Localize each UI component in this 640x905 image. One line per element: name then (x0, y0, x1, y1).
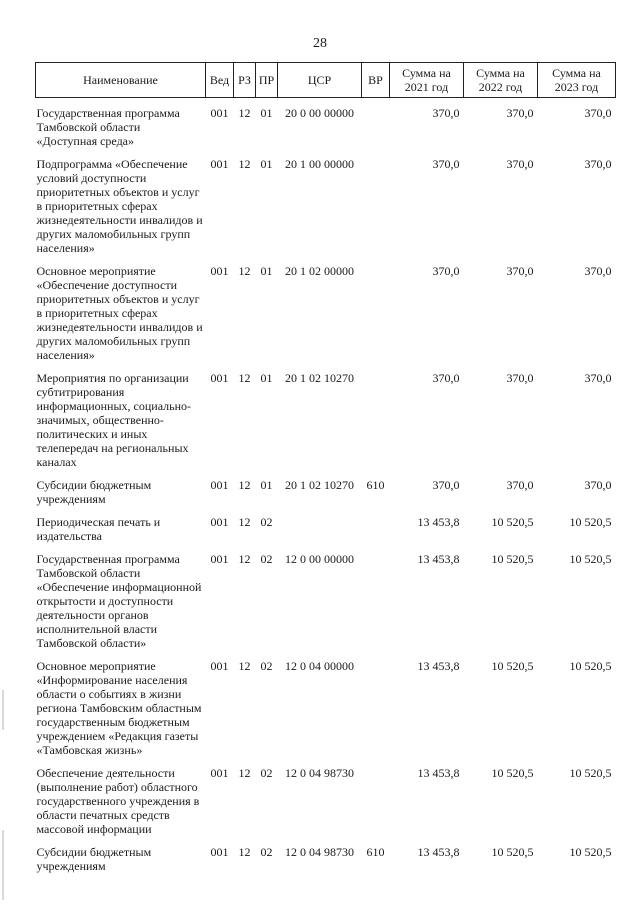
row-sum-2021: 370,0 (432, 106, 460, 120)
table-row (36, 836, 616, 873)
scan-edge-mark (2, 830, 4, 900)
table-header (36, 63, 616, 98)
row-ved: 001 (210, 264, 229, 278)
row-ved: 001 (210, 552, 229, 566)
row-pr: 01 (260, 264, 273, 278)
header-rz: РЗ (234, 63, 256, 98)
row-sum-2022: 370,0 (506, 478, 534, 492)
row-ved: 001 (210, 478, 229, 492)
row-ved: 001 (210, 106, 229, 120)
table-row (36, 650, 616, 757)
row-csr: 12 0 04 98730 (285, 845, 354, 859)
row-pr: 01 (260, 371, 273, 385)
table-row (36, 255, 616, 362)
row-sum-2021: 13 453,8 (417, 845, 460, 859)
row-sum-2022: 10 520,5 (491, 659, 534, 673)
header-csr: ЦСР (278, 63, 362, 98)
row-sum-2023: 10 520,5 (569, 515, 612, 529)
row-sum-2022: 370,0 (506, 264, 534, 278)
row-pr: 02 (260, 845, 273, 859)
row-csr: 20 1 00 00000 (285, 157, 354, 171)
row-name: Государственная программа Тамбовской области «Обеспечение информационной открытости и доступности деятельности органов исполнительной власти Тамбовской области» (36, 552, 202, 650)
row-sum-2021: 13 453,8 (417, 515, 460, 529)
row-ved: 001 (210, 515, 229, 529)
row-sum-2022: 10 520,5 (491, 845, 534, 859)
row-rz: 12 (238, 157, 251, 171)
table-row (36, 469, 616, 506)
header-name: Наименование (36, 63, 206, 98)
table-row (36, 506, 616, 543)
row-sum-2023: 370,0 (584, 264, 612, 278)
row-ved: 001 (210, 766, 229, 780)
row-sum-2023: 370,0 (584, 478, 612, 492)
row-sum-2021: 13 453,8 (417, 552, 460, 566)
row-vr (362, 650, 390, 757)
row-csr: 12 0 04 98730 (285, 766, 354, 780)
row-vr (362, 543, 390, 650)
table-row (36, 362, 616, 469)
header-sum-2022: Сумма на 2022 год (464, 63, 538, 98)
row-sum-2022: 10 520,5 (491, 515, 534, 529)
row-pr: 02 (260, 766, 273, 780)
row-pr: 02 (260, 659, 273, 673)
row-csr (278, 506, 362, 543)
row-rz: 12 (238, 659, 251, 673)
row-vr (362, 362, 390, 469)
scan-edge-mark (2, 690, 4, 730)
row-sum-2021: 370,0 (432, 157, 460, 171)
row-sum-2023: 10 520,5 (569, 659, 612, 673)
row-csr: 20 1 02 10270 (285, 371, 354, 385)
page-number: 28 (313, 36, 327, 51)
row-name: Государственная программа Тамбовской области «Доступная среда» (36, 106, 180, 148)
row-vr (362, 98, 390, 149)
header-pr: ПР (256, 63, 278, 98)
row-sum-2023: 10 520,5 (569, 766, 612, 780)
row-name: Субсидии бюджетным учреждениям (36, 478, 152, 506)
row-ved: 001 (210, 371, 229, 385)
header-sum-2023: Сумма на 2023 год (538, 63, 616, 98)
row-vr (362, 255, 390, 362)
row-csr: 12 0 04 00000 (285, 659, 354, 673)
table-row (36, 543, 616, 650)
row-csr: 20 1 02 10270 (285, 478, 354, 492)
table-row (36, 148, 616, 255)
row-sum-2023: 370,0 (584, 371, 612, 385)
row-pr: 02 (260, 552, 273, 566)
row-sum-2021: 370,0 (432, 264, 460, 278)
row-rz: 12 (238, 106, 251, 120)
row-sum-2021: 13 453,8 (417, 766, 460, 780)
row-sum-2023: 370,0 (584, 106, 612, 120)
row-sum-2022: 370,0 (506, 157, 534, 171)
row-rz: 12 (238, 552, 251, 566)
row-csr: 20 0 00 00000 (285, 106, 354, 120)
row-rz: 12 (238, 264, 251, 278)
row-csr: 20 1 02 00000 (285, 264, 354, 278)
row-ved: 001 (210, 845, 229, 859)
row-sum-2023: 10 520,5 (569, 845, 612, 859)
row-sum-2021: 370,0 (432, 371, 460, 385)
row-vr (362, 506, 390, 543)
header-sum-2021: Сумма на 2021 год (390, 63, 464, 98)
row-rz: 12 (238, 478, 251, 492)
row-sum-2022: 370,0 (506, 106, 534, 120)
row-vr (362, 757, 390, 836)
row-name: Мероприятия по организации субтитрирования информационных, социально-значимых, общественно-политических и иных телепередач на региональных каналах (36, 371, 192, 469)
row-rz: 12 (238, 845, 251, 859)
row-sum-2022: 370,0 (506, 371, 534, 385)
row-pr: 02 (260, 515, 273, 529)
row-sum-2022: 10 520,5 (491, 552, 534, 566)
table-row (36, 757, 616, 836)
row-sum-2021: 13 453,8 (417, 659, 460, 673)
row-sum-2021: 370,0 (432, 478, 460, 492)
row-name: Периодическая печать и издательства (36, 515, 161, 543)
row-ved: 001 (210, 659, 229, 673)
row-vr: 610 (366, 845, 385, 859)
row-vr: 610 (366, 478, 385, 492)
table-row (36, 98, 616, 149)
row-name: Субсидии бюджетным учреждениям (36, 845, 152, 873)
row-name: Основное мероприятие «Обеспечение доступности приоритетных объектов и услуг в приоритетных сферах жизнедеятельности инвалидов и других маломобильных групп населения» (36, 264, 203, 362)
table-body (36, 98, 616, 874)
row-rz: 12 (238, 766, 251, 780)
header-ved: Вед (206, 63, 234, 98)
row-ved: 001 (210, 157, 229, 171)
row-sum-2023: 370,0 (584, 157, 612, 171)
row-name: Подпрограмма «Обеспечение условий доступности приоритетных объектов и услуг в приоритетных сферах жизнедеятельности инвалидов и других маломобильных групп населения» (36, 157, 203, 255)
header-vr: ВР (362, 63, 390, 98)
row-name: Основное мероприятие «Информирование населения области о событиях в жизни региона Тамбовским областным государственным бюджетным учреждением «Редакция газеты «Тамбовская жизнь» (36, 659, 202, 757)
row-rz: 12 (238, 515, 251, 529)
row-rz: 12 (238, 371, 251, 385)
row-pr: 01 (260, 106, 273, 120)
row-pr: 01 (260, 157, 273, 171)
row-sum-2022: 10 520,5 (491, 766, 534, 780)
row-vr (362, 148, 390, 255)
row-name: Обеспечение деятельности (выполнение работ) областного государственного учреждения в области печатных средств массовой информации (36, 766, 200, 836)
row-sum-2023: 10 520,5 (569, 552, 612, 566)
row-pr: 01 (260, 478, 273, 492)
budget-table (35, 62, 616, 873)
row-csr: 12 0 00 00000 (285, 552, 354, 566)
